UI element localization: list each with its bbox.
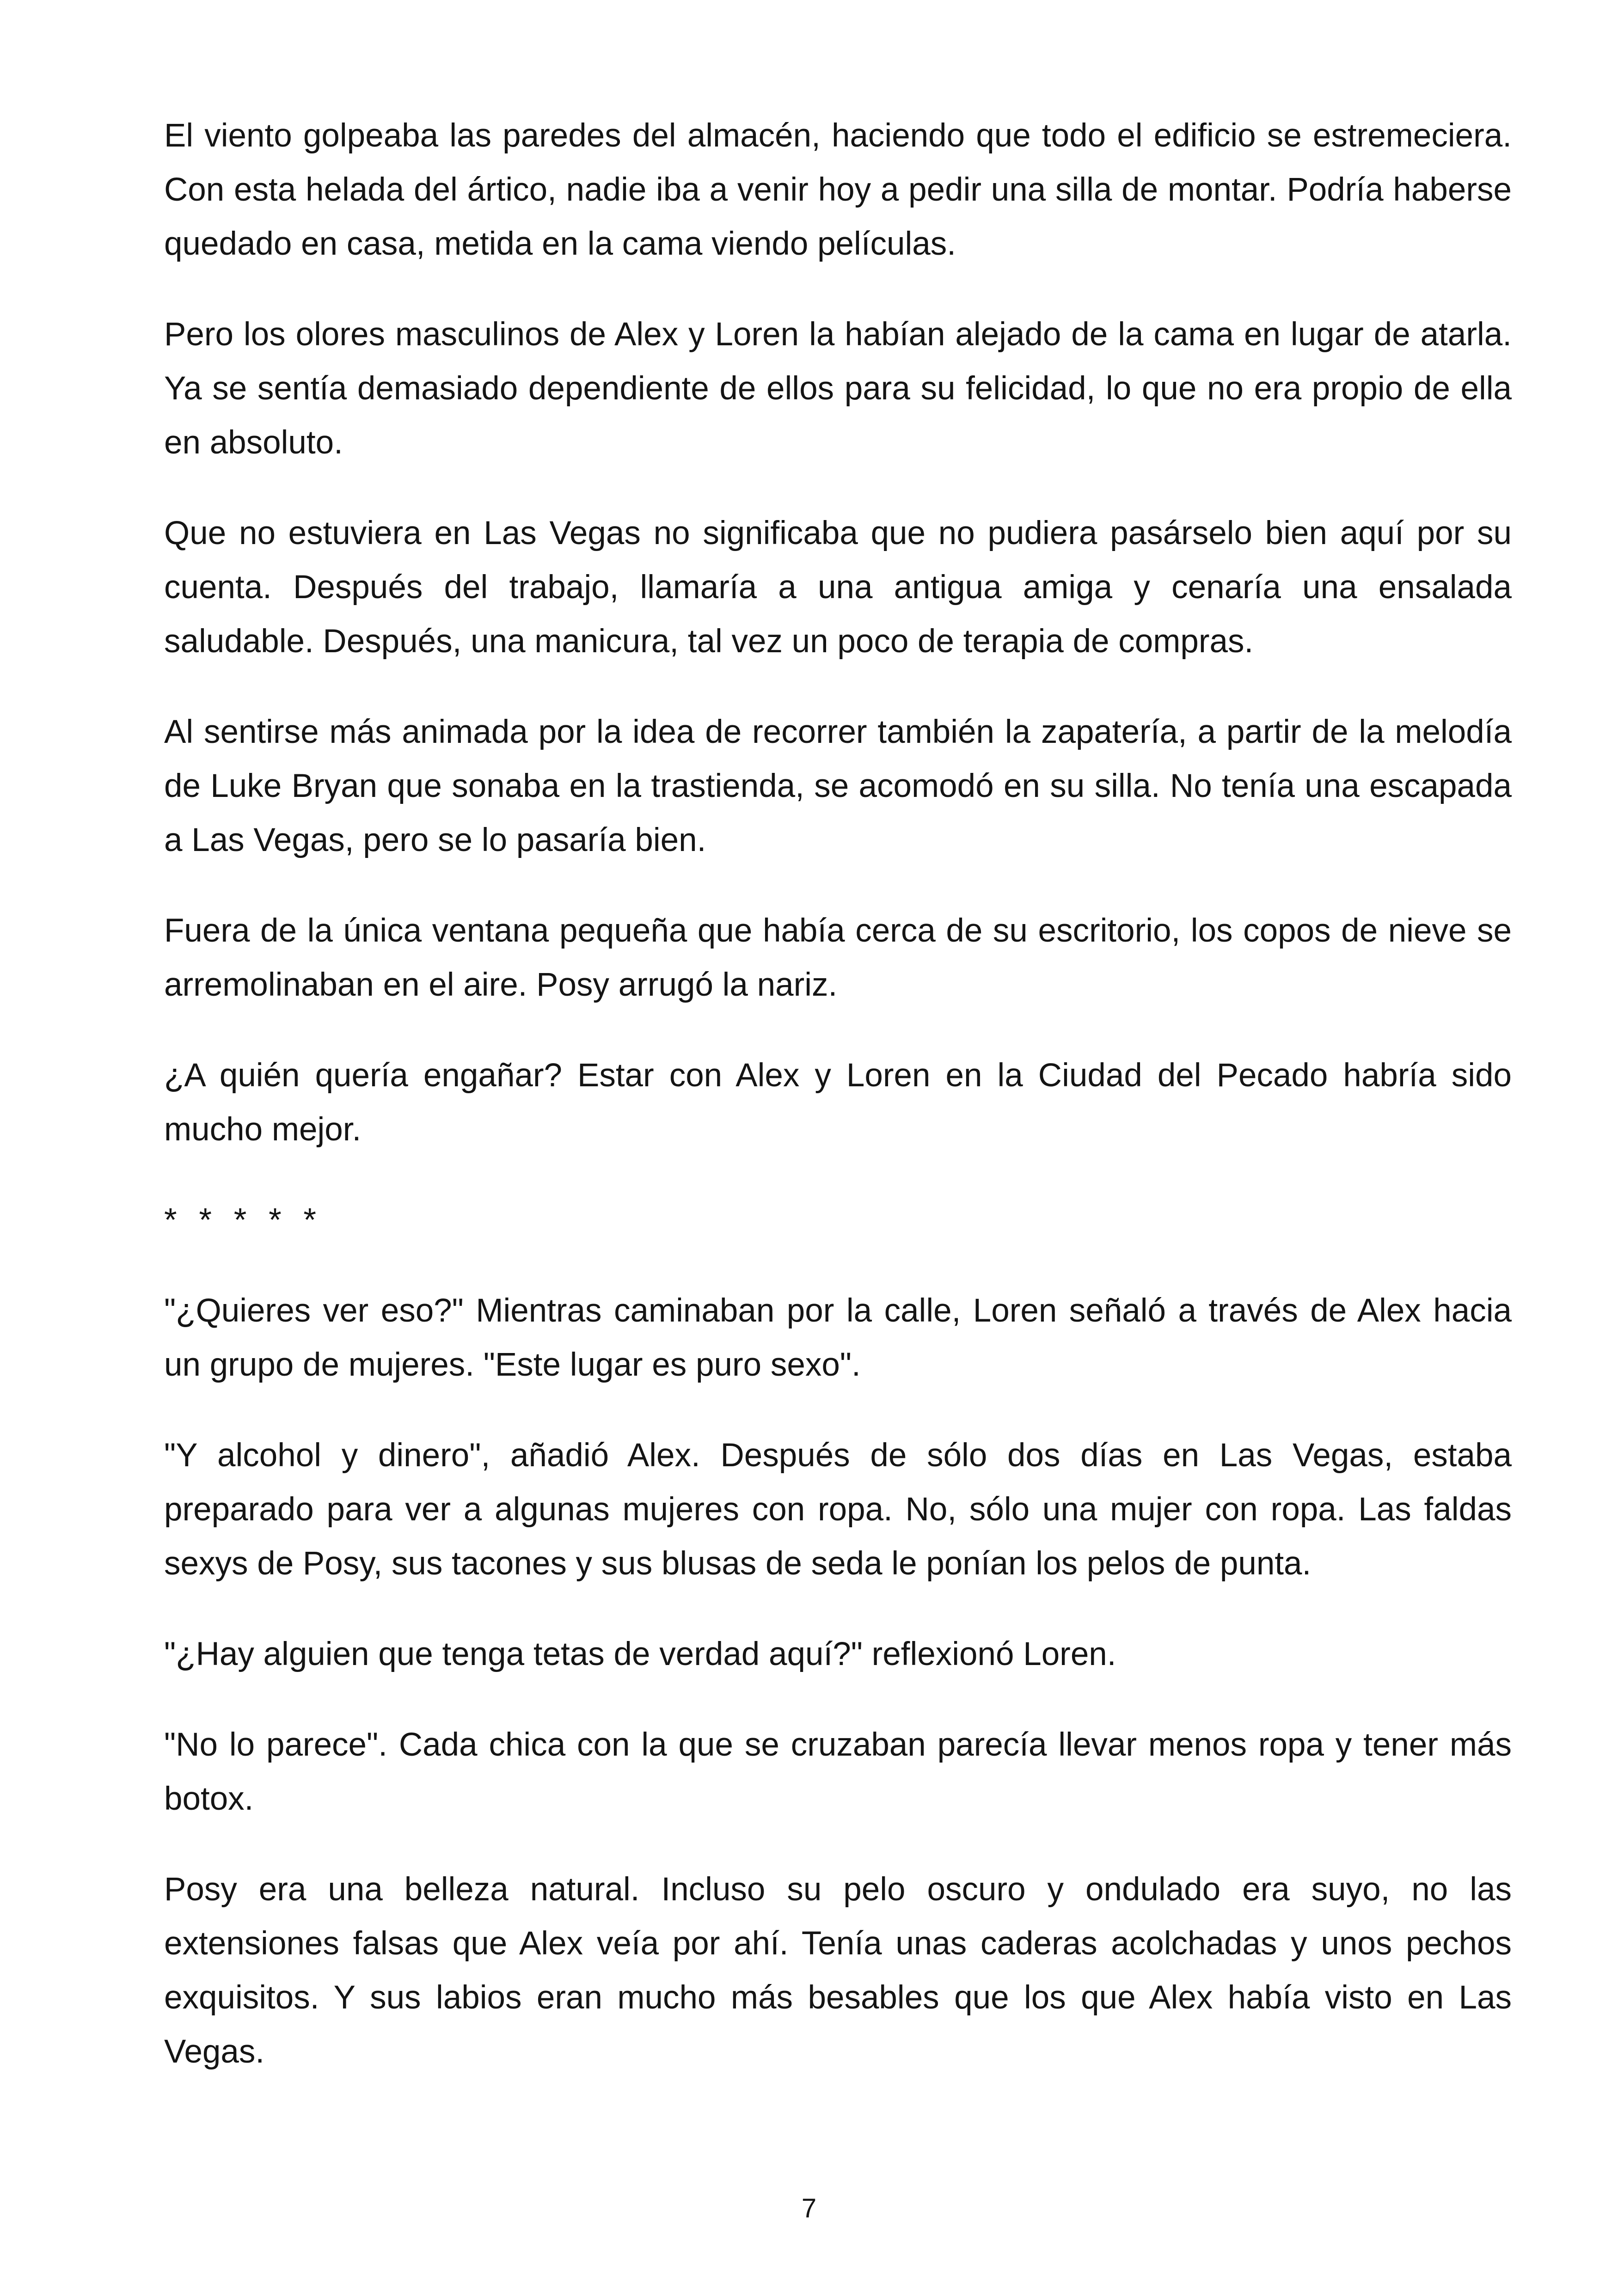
paragraph-6: ¿A quién quería engañar? Estar con Alex y Loren en la Ciudad del Pecado habría sido mucho mejor. — [164, 1057, 1512, 1148]
paragraph-7: "¿Quieres ver eso?" Mientras caminaban por la calle, Loren señaló a través de Alex hacia un grupo de mujeres. "Este lugar es puro sexo". — [164, 1292, 1512, 1383]
paragraph-10: "No lo parece". Cada chica con la que se cruzaban parecía llevar menos ropa y tener más botox. — [164, 1727, 1512, 1817]
paragraph-5: Fuera de la única ventana pequeña que había cerca de su escritorio, los copos de nieve se arremolinaban en el aire. Posy arrugó la nariz. — [164, 912, 1512, 1003]
paragraph-1: El viento golpeaba las paredes del almacén, haciendo que todo el edificio se estremeciera. Con esta helada del ártico, nadie iba a venir hoy a pedir una silla de montar. Podría haberse quedado en casa, metida en la cama viendo películas. — [164, 117, 1512, 262]
paragraph-4: Al sentirse más animada por la idea de recorrer también la zapatería, a partir de la melodía de Luke Bryan que sonaba en la trastienda, se acomodó en su silla. No tenía una escapada a Las Vegas, pero se lo pasaría bien. — [164, 714, 1512, 858]
paragraph-2: Pero los olores masculinos de Alex y Loren la habían alejado de la cama en lugar de atarla. Ya se sentía demasiado dependiente de ellos para su felicidad, lo que no era propio de ella en absoluto. — [164, 316, 1512, 461]
paragraph-8: "Y alcohol y dinero", añadió Alex. Después de sólo dos días en Las Vegas, estaba preparado para ver a algunas mujeres con ropa. No, sólo una mujer con ropa. Las faldas sexys de Posy, sus tacones y sus blusas de seda le ponían los pelos de punta. — [164, 1437, 1512, 1582]
paragraph-3: Que no estuviera en Las Vegas no significaba que no pudiera pasárselo bien aquí por su cuenta. Después del trabajo, llamaría a una antigua amiga y cenaría una ensalada saludable. Después, una manicura, tal vez un poco de terapia de compras. — [164, 515, 1512, 660]
document-page — [164, 109, 1512, 2115]
paragraph-11: Posy era una belleza natural. Incluso su pelo oscuro y ondulado era suyo, no las extensiones falsas que Alex veía por ahí. Tenía unas caderas acolchadas y unos pechos exquisitos. Y sus labios eran mucho más besables que los que Alex había visto en Las Vegas. — [164, 1871, 1512, 2070]
scene-separator: * * * * * — [164, 1202, 323, 1238]
paragraph-9: "¿Hay alguien que tenga tetas de verdad aquí?" reflexionó Loren. — [164, 1636, 1116, 1672]
page-number: 7 — [801, 2193, 817, 2223]
